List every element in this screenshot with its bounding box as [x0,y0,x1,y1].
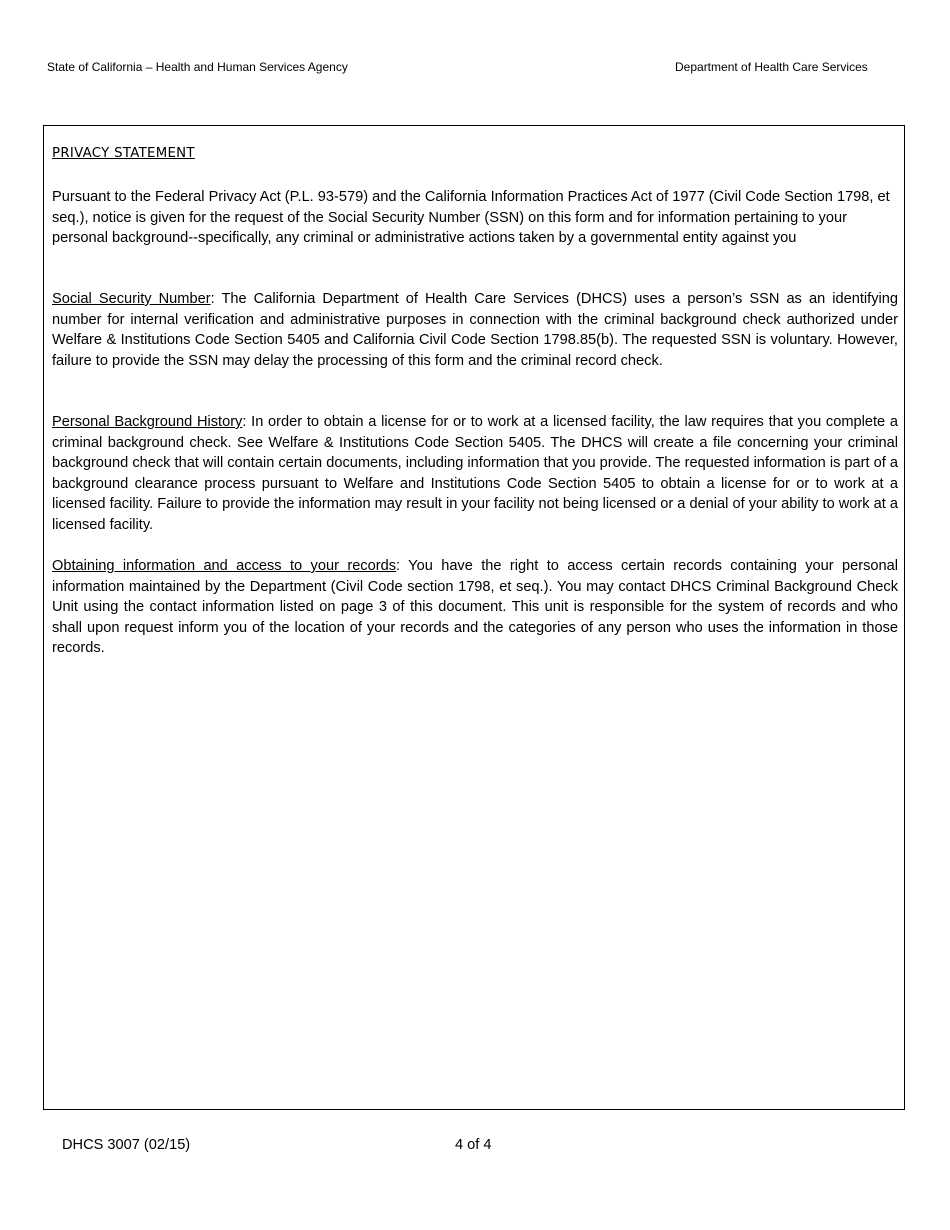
privacy-statement-title: PRIVACY STATEMENT [52,146,195,161]
header-agency: State of California – Health and Human Services Agency [47,60,348,74]
background-history-heading: Personal Background History [52,414,243,430]
intro-paragraph: Pursuant to the Federal Privacy Act (P.L. 93-579) and the California Information Practices Act of 1977 (Civil Code Section 1798, et seq.), notice is given for the request of the Social Security Number (SSN) on this form and for information pertaining to your personal background--specifically, any criminal or administrative actions taken by a governmental entity against you [52,189,890,246]
form-id: DHCS 3007 (02/15) [62,1137,191,1153]
records-access-heading: Obtaining information and access to your records [52,558,396,574]
page-number: 4 of 4 [455,1137,492,1153]
ssn-paragraph [52,289,898,371]
ssn-heading: Social Security Number [52,291,211,307]
records-access-paragraph [52,556,898,659]
header-department: Department of Health Care Services [675,60,868,74]
background-history-text: : In order to obtain a license for or to work at a licensed facility, the law requires that you complete a criminal background check. See Welfare & Institutions Code Section 5405. The DHCS will create a file concerning your criminal background check that will contain certain documents, including information that you provide. The requested information is part of a background clearance process pursuant to Welfare and Institutions Code Section 5405 to obtain a license for or to work at a licensed facility. Failure to provide the information may result in your facility not being licensed or a denial of your ability to work at a licensed facility. [52,414,898,533]
background-history-paragraph [52,412,898,535]
ssn-text: : The California Department of Health Care Services (DHCS) uses a person’s SSN as an identifying number for internal verification and administrative purposes in connection with the criminal background check authorized under Welfare & Institutions Code Section 5405 and California Civil Code Section 1798.85(b). The requested SSN is voluntary. However, failure to provide the SSN may delay the processing of this form and the criminal record check. [52,291,898,369]
records-access-text: : You have the right to access certain records containing your personal information maintained by the Department (Civil Code section 1798, et seq.). You may contact DHCS Criminal Background Check Unit using the contact information listed on page 3 of this document. This unit is responsible for the system of records and who shall upon request inform you of the location of your records and the categories of any person who uses the information in those records. [52,558,898,656]
